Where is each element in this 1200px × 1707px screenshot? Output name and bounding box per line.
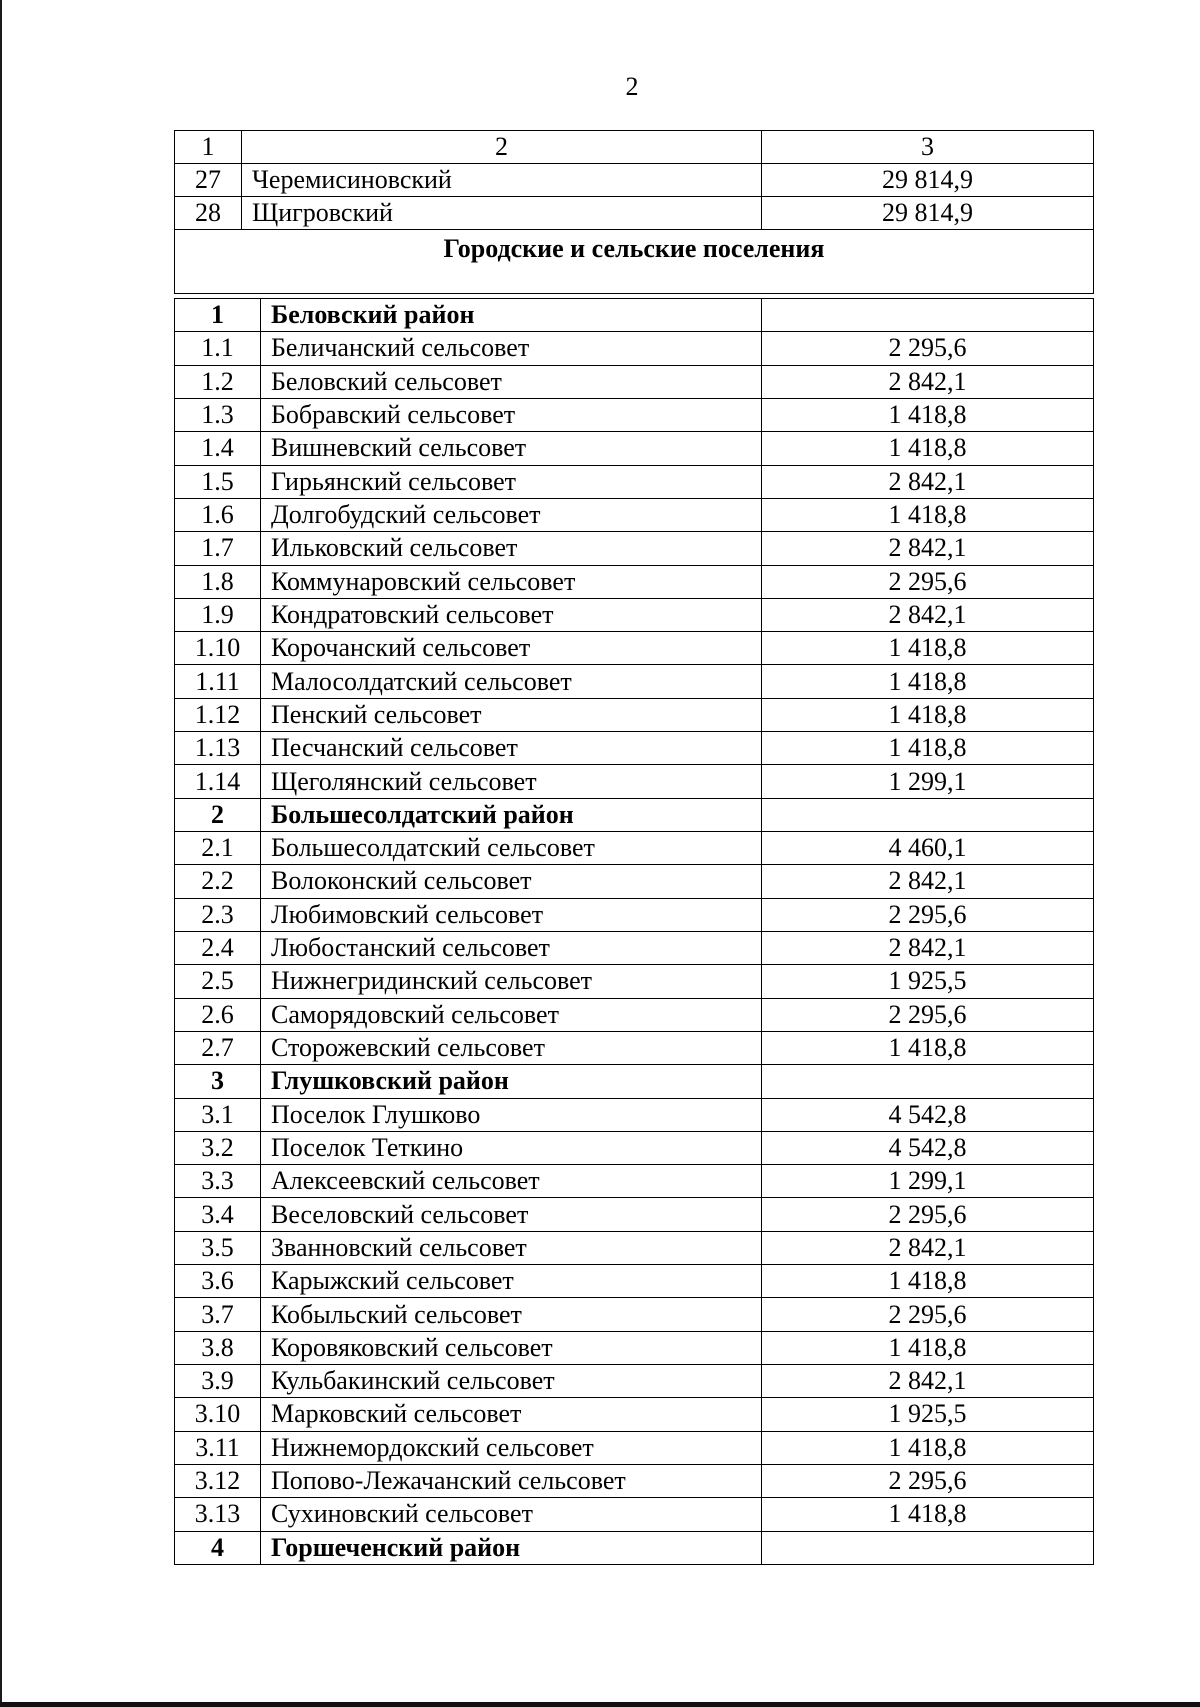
row-value: 1 418,8 bbox=[762, 1265, 1094, 1298]
row-number: 1.13 bbox=[175, 732, 261, 765]
row-value bbox=[762, 1531, 1094, 1564]
row-value: 2 295,6 bbox=[762, 565, 1094, 598]
row-value: 1 299,1 bbox=[762, 1165, 1094, 1198]
table-row bbox=[175, 1464, 1094, 1497]
row-number: 1.4 bbox=[175, 432, 261, 465]
row-name: Песчанский сельсовет bbox=[261, 732, 762, 765]
row-number: 1.14 bbox=[175, 765, 261, 798]
row-number: 3.4 bbox=[175, 1198, 261, 1231]
row-number: 1.10 bbox=[175, 632, 261, 665]
row-name: Нижнегридинский сельсовет bbox=[261, 965, 762, 998]
row-number: 1.5 bbox=[175, 465, 261, 498]
row-name: Кобыльский сельсовет bbox=[261, 1298, 762, 1331]
row-name: Кульбакинский сельсовет bbox=[261, 1365, 762, 1398]
table-row bbox=[175, 632, 1094, 665]
row-name: Алексеевский сельсовет bbox=[261, 1165, 762, 1198]
row-name: Гирьянский сельсовет bbox=[261, 465, 762, 498]
row-number: 1.8 bbox=[175, 565, 261, 598]
row-value: 2 842,1 bbox=[762, 1365, 1094, 1398]
row-name: Щигровский bbox=[242, 197, 762, 230]
row-number: 3.1 bbox=[175, 1098, 261, 1131]
table-row bbox=[175, 197, 1094, 230]
table-row bbox=[175, 498, 1094, 531]
row-name: Корочанский сельсовет bbox=[261, 632, 762, 665]
row-value: 2 295,6 bbox=[762, 898, 1094, 931]
row-value: 1 418,8 bbox=[762, 665, 1094, 698]
row-value: 4 460,1 bbox=[762, 832, 1094, 865]
row-number: 1.3 bbox=[175, 398, 261, 431]
row-number: 3.8 bbox=[175, 1331, 261, 1364]
row-name: Любимовский сельсовет bbox=[261, 898, 762, 931]
row-value: 2 295,6 bbox=[762, 1198, 1094, 1231]
table-row bbox=[175, 598, 1094, 631]
row-value bbox=[762, 1065, 1094, 1098]
row-value: 1 925,5 bbox=[762, 965, 1094, 998]
row-number: 1.7 bbox=[175, 532, 261, 565]
row-value: 1 418,8 bbox=[762, 632, 1094, 665]
row-number: 2.3 bbox=[175, 898, 261, 931]
row-value: 1 299,1 bbox=[762, 765, 1094, 798]
row-number: 4 bbox=[175, 1531, 261, 1564]
row-name: Большесолдатский сельсовет bbox=[261, 832, 762, 865]
table-row bbox=[175, 898, 1094, 931]
row-value: 1 418,8 bbox=[762, 398, 1094, 431]
table-row bbox=[175, 832, 1094, 865]
row-number: 3.11 bbox=[175, 1431, 261, 1464]
row-name: Поселок Теткино bbox=[261, 1131, 762, 1164]
table-row bbox=[175, 998, 1094, 1031]
row-number: 3.5 bbox=[175, 1231, 261, 1264]
row-name: Малосолдатский сельсовет bbox=[261, 665, 762, 698]
row-number: 3.9 bbox=[175, 1365, 261, 1398]
row-number: 2.6 bbox=[175, 998, 261, 1031]
district-row bbox=[175, 299, 1094, 332]
scan-bottom-edge bbox=[0, 1702, 1200, 1707]
row-name: Черемисиновский bbox=[242, 164, 762, 197]
row-value: 2 842,1 bbox=[762, 532, 1094, 565]
row-value: 1 418,8 bbox=[762, 1431, 1094, 1464]
table-row bbox=[175, 865, 1094, 898]
row-number: 2 bbox=[175, 798, 261, 831]
row-name: Сторожевский сельсовет bbox=[261, 1031, 762, 1064]
page-number: 2 bbox=[625, 72, 639, 101]
row-value: 2 295,6 bbox=[762, 332, 1094, 365]
row-name: Попово-Лежачанский сельсовет bbox=[261, 1464, 762, 1497]
table-row bbox=[175, 1398, 1094, 1431]
row-name: Щеголянский сельсовет bbox=[261, 765, 762, 798]
row-value: 2 295,6 bbox=[762, 998, 1094, 1031]
row-number: 2.5 bbox=[175, 965, 261, 998]
row-name: Кондратовский сельсовет bbox=[261, 598, 762, 631]
table-row bbox=[175, 1231, 1094, 1264]
row-number: 1.11 bbox=[175, 665, 261, 698]
district-row bbox=[175, 798, 1094, 831]
row-number: 28 bbox=[175, 197, 242, 230]
row-value: 1 418,8 bbox=[762, 498, 1094, 531]
row-number: 1.9 bbox=[175, 598, 261, 631]
row-number: 1.1 bbox=[175, 332, 261, 365]
row-name: Долгобудский сельсовет bbox=[261, 498, 762, 531]
row-value: 1 925,5 bbox=[762, 1398, 1094, 1431]
row-name: Глушковский район bbox=[261, 1065, 762, 1098]
row-name: Саморядовский сельсовет bbox=[261, 998, 762, 1031]
row-name: Волоконский сельсовет bbox=[261, 865, 762, 898]
table-row bbox=[175, 332, 1094, 365]
row-value: 1 418,8 bbox=[762, 698, 1094, 731]
row-value: 1 418,8 bbox=[762, 1498, 1094, 1531]
row-name: Беловский сельсовет bbox=[261, 365, 762, 398]
row-value: 2 842,1 bbox=[762, 598, 1094, 631]
row-number: 3.13 bbox=[175, 1498, 261, 1531]
settlements-table-body bbox=[175, 299, 1094, 1565]
section-title-row bbox=[175, 230, 1094, 294]
table-header-part bbox=[174, 130, 1094, 294]
row-number: 2.2 bbox=[175, 865, 261, 898]
row-number: 3.3 bbox=[175, 1165, 261, 1198]
table-row bbox=[175, 1498, 1094, 1531]
table-row bbox=[175, 1431, 1094, 1464]
table-row bbox=[175, 732, 1094, 765]
row-name: Большесолдатский район bbox=[261, 798, 762, 831]
col-number-3: 3 bbox=[762, 131, 1094, 164]
row-value: 29 814,9 bbox=[762, 197, 1094, 230]
row-value: 29 814,9 bbox=[762, 164, 1094, 197]
settlements-table bbox=[174, 298, 1094, 1565]
row-name: Ильковский сельсовет bbox=[261, 532, 762, 565]
table-row bbox=[175, 164, 1094, 197]
table-row bbox=[175, 1165, 1094, 1198]
row-number: 2.1 bbox=[175, 832, 261, 865]
row-number: 3.12 bbox=[175, 1464, 261, 1497]
table-row bbox=[175, 432, 1094, 465]
row-value: 1 418,8 bbox=[762, 732, 1094, 765]
row-number: 1 bbox=[175, 299, 261, 332]
row-name: Бобравский сельсовет bbox=[261, 398, 762, 431]
district-row bbox=[175, 1065, 1094, 1098]
row-name: Званновский сельсовет bbox=[261, 1231, 762, 1264]
row-value: 2 842,1 bbox=[762, 365, 1094, 398]
row-value: 2 842,1 bbox=[762, 865, 1094, 898]
row-name: Сухиновский сельсовет bbox=[261, 1498, 762, 1531]
table-row bbox=[175, 365, 1094, 398]
row-number: 3.10 bbox=[175, 1398, 261, 1431]
table-row bbox=[175, 1298, 1094, 1331]
scan-left-edge bbox=[0, 0, 2, 1707]
row-name: Поселок Глушково bbox=[261, 1098, 762, 1131]
row-number: 1.2 bbox=[175, 365, 261, 398]
row-name: Беловский район bbox=[261, 299, 762, 332]
table-row bbox=[175, 965, 1094, 998]
table-row bbox=[175, 698, 1094, 731]
row-name: Горшеченский район bbox=[261, 1531, 762, 1564]
col-number-1: 1 bbox=[175, 131, 242, 164]
section-title: Городские и сельские поселения bbox=[175, 230, 1094, 294]
row-value: 1 418,8 bbox=[762, 432, 1094, 465]
row-name: Коровяковский сельсовет bbox=[261, 1331, 762, 1364]
row-name: Вишневский сельсовет bbox=[261, 432, 762, 465]
row-name: Пенский сельсовет bbox=[261, 698, 762, 731]
row-number: 2.7 bbox=[175, 1031, 261, 1064]
row-name: Коммунаровский сельсовет bbox=[261, 565, 762, 598]
row-number: 3.7 bbox=[175, 1298, 261, 1331]
row-name: Беличанский сельсовет bbox=[261, 332, 762, 365]
table-row bbox=[175, 465, 1094, 498]
row-value: 4 542,8 bbox=[762, 1131, 1094, 1164]
table-row bbox=[175, 1365, 1094, 1398]
row-number: 27 bbox=[175, 164, 242, 197]
table-row bbox=[175, 1131, 1094, 1164]
row-number: 1.12 bbox=[175, 698, 261, 731]
row-value: 2 842,1 bbox=[762, 465, 1094, 498]
column-number-row bbox=[175, 131, 1094, 164]
row-number: 3.6 bbox=[175, 1265, 261, 1298]
row-value: 2 842,1 bbox=[762, 1231, 1094, 1264]
row-value bbox=[762, 798, 1094, 831]
table-row bbox=[175, 1331, 1094, 1364]
row-value: 1 418,8 bbox=[762, 1331, 1094, 1364]
row-value: 2 295,6 bbox=[762, 1298, 1094, 1331]
table-row bbox=[175, 931, 1094, 964]
table-row bbox=[175, 1265, 1094, 1298]
table-row bbox=[175, 665, 1094, 698]
row-name: Карыжский сельсовет bbox=[261, 1265, 762, 1298]
table-row bbox=[175, 565, 1094, 598]
row-value: 2 295,6 bbox=[762, 1464, 1094, 1497]
table-row bbox=[175, 1031, 1094, 1064]
row-name: Марковский сельсовет bbox=[261, 1398, 762, 1431]
row-value: 4 542,8 bbox=[762, 1098, 1094, 1131]
row-value: 2 842,1 bbox=[762, 931, 1094, 964]
table-row bbox=[175, 532, 1094, 565]
district-row bbox=[175, 1531, 1094, 1564]
table-row bbox=[175, 1198, 1094, 1231]
col-number-2: 2 bbox=[242, 131, 762, 164]
row-value: 1 418,8 bbox=[762, 1031, 1094, 1064]
row-number: 1.6 bbox=[175, 498, 261, 531]
table-row bbox=[175, 398, 1094, 431]
row-name: Любостанский сельсовет bbox=[261, 931, 762, 964]
table-row bbox=[175, 765, 1094, 798]
row-number: 3.2 bbox=[175, 1131, 261, 1164]
row-name: Нижнемордокский сельсовет bbox=[261, 1431, 762, 1464]
row-number: 2.4 bbox=[175, 931, 261, 964]
table-row bbox=[175, 1098, 1094, 1131]
row-name: Веселовский сельсовет bbox=[261, 1198, 762, 1231]
row-number: 3 bbox=[175, 1065, 261, 1098]
row-value bbox=[762, 299, 1094, 332]
